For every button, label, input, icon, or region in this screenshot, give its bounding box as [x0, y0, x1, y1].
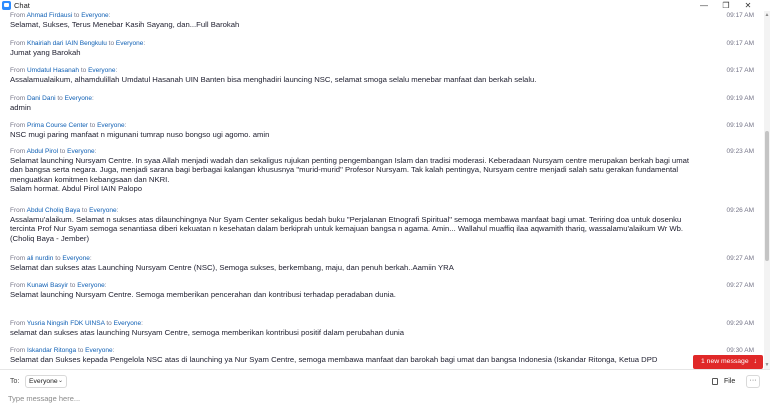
- from-label: From: [10, 67, 26, 74]
- message-header: From Iskandar Ritonga to Everyone:: [10, 347, 115, 354]
- message-time: 09:27 AM: [726, 282, 754, 289]
- message-time: 09:30 AM: [726, 347, 754, 354]
- to-word: to: [81, 207, 88, 214]
- from-label: From: [10, 40, 26, 47]
- message-text: selamat dan sukses atas launching Nursyam Centre, semoga memberikan kontribusi positif dalam perubahan dunia: [10, 328, 404, 337]
- scroll-thumb[interactable]: [765, 131, 769, 261]
- chat-message: [0, 66, 764, 84]
- message-text: Selamat launching Nursyam Centre. In syaa Allah menjadi wadah dan sekaligus rujukan penting pengembangan Islam dan tradisi moderasi. Keberadaan Nursyam centre merupakan berkah bagi umat dan bangsa serta negara. Juga, menjadi sarana bagi berbagai kalangan khususnya "murid-murid" Profesor Nursyam. Tak kalah pentingya, Nursyam centre menjadi salah satu gerakan fundamental menguatkan komitmen kebangsaan dan NKRI. Salam hormat. Abdul Pirol IAIN Palopo: [10, 156, 690, 193]
- recipient-dropdown-value: Everyone: [29, 378, 58, 385]
- file-icon: [712, 378, 718, 385]
- recipient-name[interactable]: Everyone: [115, 40, 144, 47]
- chat-message: [0, 319, 764, 337]
- message-text: Selamat dan sukses atas Launching Nursyam Centre (NSC), Semoga sukses, berkembang, maju, dan penuh berkah..Aamiin YRA: [10, 263, 454, 272]
- to-word: to: [106, 320, 112, 327]
- recipient-name[interactable]: Everyone: [113, 320, 142, 327]
- more-options-button[interactable]: ···: [746, 375, 760, 388]
- composer: [0, 370, 770, 420]
- chat-message: [0, 39, 764, 57]
- arrow-down-icon: ↓: [753, 358, 757, 365]
- recipient-name[interactable]: Everyone: [62, 255, 90, 262]
- message-time: 09:26 AM: [726, 207, 754, 214]
- to-word: to: [80, 67, 87, 74]
- message-input[interactable]: [8, 391, 748, 405]
- scroll-up-icon[interactable]: ▲: [764, 12, 770, 18]
- close-button[interactable]: ✕: [744, 1, 752, 10]
- sender-name[interactable]: ali nurdin: [26, 255, 54, 262]
- from-label: From: [10, 95, 26, 102]
- sender-name[interactable]: Khairiah dari IAIN Bengkulu: [26, 40, 107, 47]
- message-time: 09:19 AM: [726, 122, 754, 129]
- recipient-name[interactable]: Everyone: [85, 347, 113, 354]
- recipient-name[interactable]: Everyone: [67, 148, 95, 155]
- minimize-button[interactable]: —: [700, 1, 708, 10]
- chat-app-icon: [2, 1, 11, 10]
- chat-message: [0, 254, 764, 272]
- from-label: From: [10, 282, 26, 289]
- from-label: From: [10, 255, 26, 262]
- message-time: 09:17 AM: [726, 67, 754, 74]
- from-label: From: [10, 207, 26, 214]
- from-label: From: [10, 320, 26, 327]
- message-text: admin: [10, 103, 31, 112]
- scroll-down-icon[interactable]: ▼: [764, 362, 770, 368]
- from-label: From: [10, 122, 26, 129]
- message-time: 09:17 AM: [726, 40, 754, 47]
- to-word: to: [59, 148, 66, 155]
- message-header: From Khairiah dari IAIN Bengkulu to Everyone:: [10, 40, 146, 47]
- message-time: 09:23 AM: [726, 148, 754, 155]
- sender-name[interactable]: Abdul Choliq Baya: [26, 207, 81, 214]
- to-word: to: [89, 122, 96, 129]
- restore-button[interactable]: ❐: [722, 1, 730, 10]
- message-header: From Dani Dani to Everyone:: [10, 95, 94, 102]
- sender-name[interactable]: Dani Dani: [26, 95, 56, 102]
- from-label: From: [10, 12, 26, 19]
- to-label: To:: [10, 378, 20, 385]
- message-text: Assalamu'alaikum. Selamat n sukses atas dilaunchingnya Nur Syam Center sekaligus bedah buku "Perjalanan Etnografi Spiritual" semoga membawa manfaat bagi umat. Teriring doa untuk dosenku tercinta Prof Nur Syam semoga senantiasa diberi kekuatan n kesehatan dalam berkiprah untuk kemajuan bangsa n agama. Amin... Wallahul muaffiq ilaa aqwamith thariq, wassalamu'alaikum Wr Wb. (Choliq Baya - Jember): [10, 215, 684, 243]
- title-bar: [0, 0, 770, 11]
- message-header: From ali nurdin to Everyone:: [10, 255, 92, 262]
- recipient-name[interactable]: Everyone: [64, 95, 93, 102]
- message-header: From Abdul Pirol to Everyone:: [10, 148, 97, 155]
- chat-message: [0, 281, 764, 299]
- sender-name[interactable]: Ahmad Firdausi: [26, 12, 73, 19]
- chat-message: [0, 346, 764, 364]
- message-text: NSC mugi paring manfaat n migunani tumrap nuso bongso ugi agomo. amin: [10, 130, 270, 139]
- message-text: Jumat yang Barokah: [10, 48, 81, 57]
- to-word: to: [73, 12, 80, 19]
- to-word: to: [57, 95, 63, 102]
- sender-name[interactable]: Iskandar Ritonga: [26, 347, 77, 354]
- message-time: 09:17 AM: [726, 12, 754, 19]
- message-header: From Abdul Choliq Baya to Everyone:: [10, 207, 119, 214]
- new-message-label: 1 new message: [701, 358, 749, 365]
- to-word: to: [77, 347, 84, 354]
- message-text: Selamat, Sukses, Terus Menebar Kasih Sayang, dan...Full Barokah: [10, 20, 240, 29]
- sender-name[interactable]: Umdatul Hasanah: [26, 67, 80, 74]
- message-header: From Yusria Ningsih FDK UINSA to Everyone:: [10, 320, 143, 327]
- recipient-name[interactable]: Everyone: [89, 207, 117, 214]
- chat-message: [0, 11, 764, 29]
- message-time: 09:29 AM: [726, 320, 754, 327]
- file-button[interactable]: [712, 375, 740, 388]
- chat-message: [0, 147, 764, 193]
- message-header: From Umdatul Hasanah to Everyone:: [10, 67, 118, 74]
- chat-message: [0, 206, 764, 243]
- new-message-button[interactable]: [693, 355, 763, 369]
- sender-name[interactable]: Yusria Ningsih FDK UINSA: [26, 320, 105, 327]
- to-word: to: [69, 282, 76, 289]
- message-list[interactable]: [0, 11, 764, 369]
- message-text: Selamat dan Sukses kepada Pengelola NSC atas di launching ya Nur Syam Centre, semoga membawa manfaat dan barokah bagi umat dan bangsa Indonesia (Iskandar Ritonga, Ketua DPD: [10, 355, 658, 364]
- from-label: From: [10, 148, 26, 155]
- message-header: From Prima Course Center to Everyone:: [10, 122, 127, 129]
- recipient-name[interactable]: Everyone: [97, 122, 125, 129]
- message-header: From Ahmad Firdausi to Everyone:: [10, 12, 111, 19]
- sender-name[interactable]: Prima Course Center: [26, 122, 89, 129]
- sender-name[interactable]: Abdul Pirol: [26, 148, 59, 155]
- message-time: 09:27 AM: [726, 255, 754, 262]
- chevron-down-icon: ⌄: [57, 378, 63, 384]
- recipient-name[interactable]: Everyone: [81, 12, 109, 19]
- message-text: Assalamualaikum, alhamdulillah Umdatul Hasanah UIN Banten bisa menghadiri launcing NSC, selamat smoga selalu menebar manfaat dan berkah selalu.: [10, 75, 537, 84]
- chat-message: [0, 121, 764, 139]
- recipient-name[interactable]: Everyone: [77, 282, 105, 289]
- window-title: Chat: [14, 1, 30, 10]
- sender-name[interactable]: Kunawi Basyir: [26, 282, 69, 289]
- message-scrollbar[interactable]: [764, 11, 770, 369]
- recipient-name[interactable]: Everyone: [88, 67, 116, 74]
- message-header: From Kunawi Basyir to Everyone:: [10, 282, 107, 289]
- chat-message: [0, 94, 764, 112]
- from-label: From: [10, 347, 26, 354]
- file-button-label: File: [724, 378, 736, 385]
- message-text: Selamat launching Nursyam Centre. Semoga memberikan pencerahan dan kontribusi terhadap peradaban dunia.: [10, 290, 396, 299]
- message-time: 09:19 AM: [726, 95, 754, 102]
- recipient-dropdown[interactable]: [25, 375, 67, 388]
- to-word: to: [108, 40, 115, 47]
- to-word: to: [55, 255, 61, 262]
